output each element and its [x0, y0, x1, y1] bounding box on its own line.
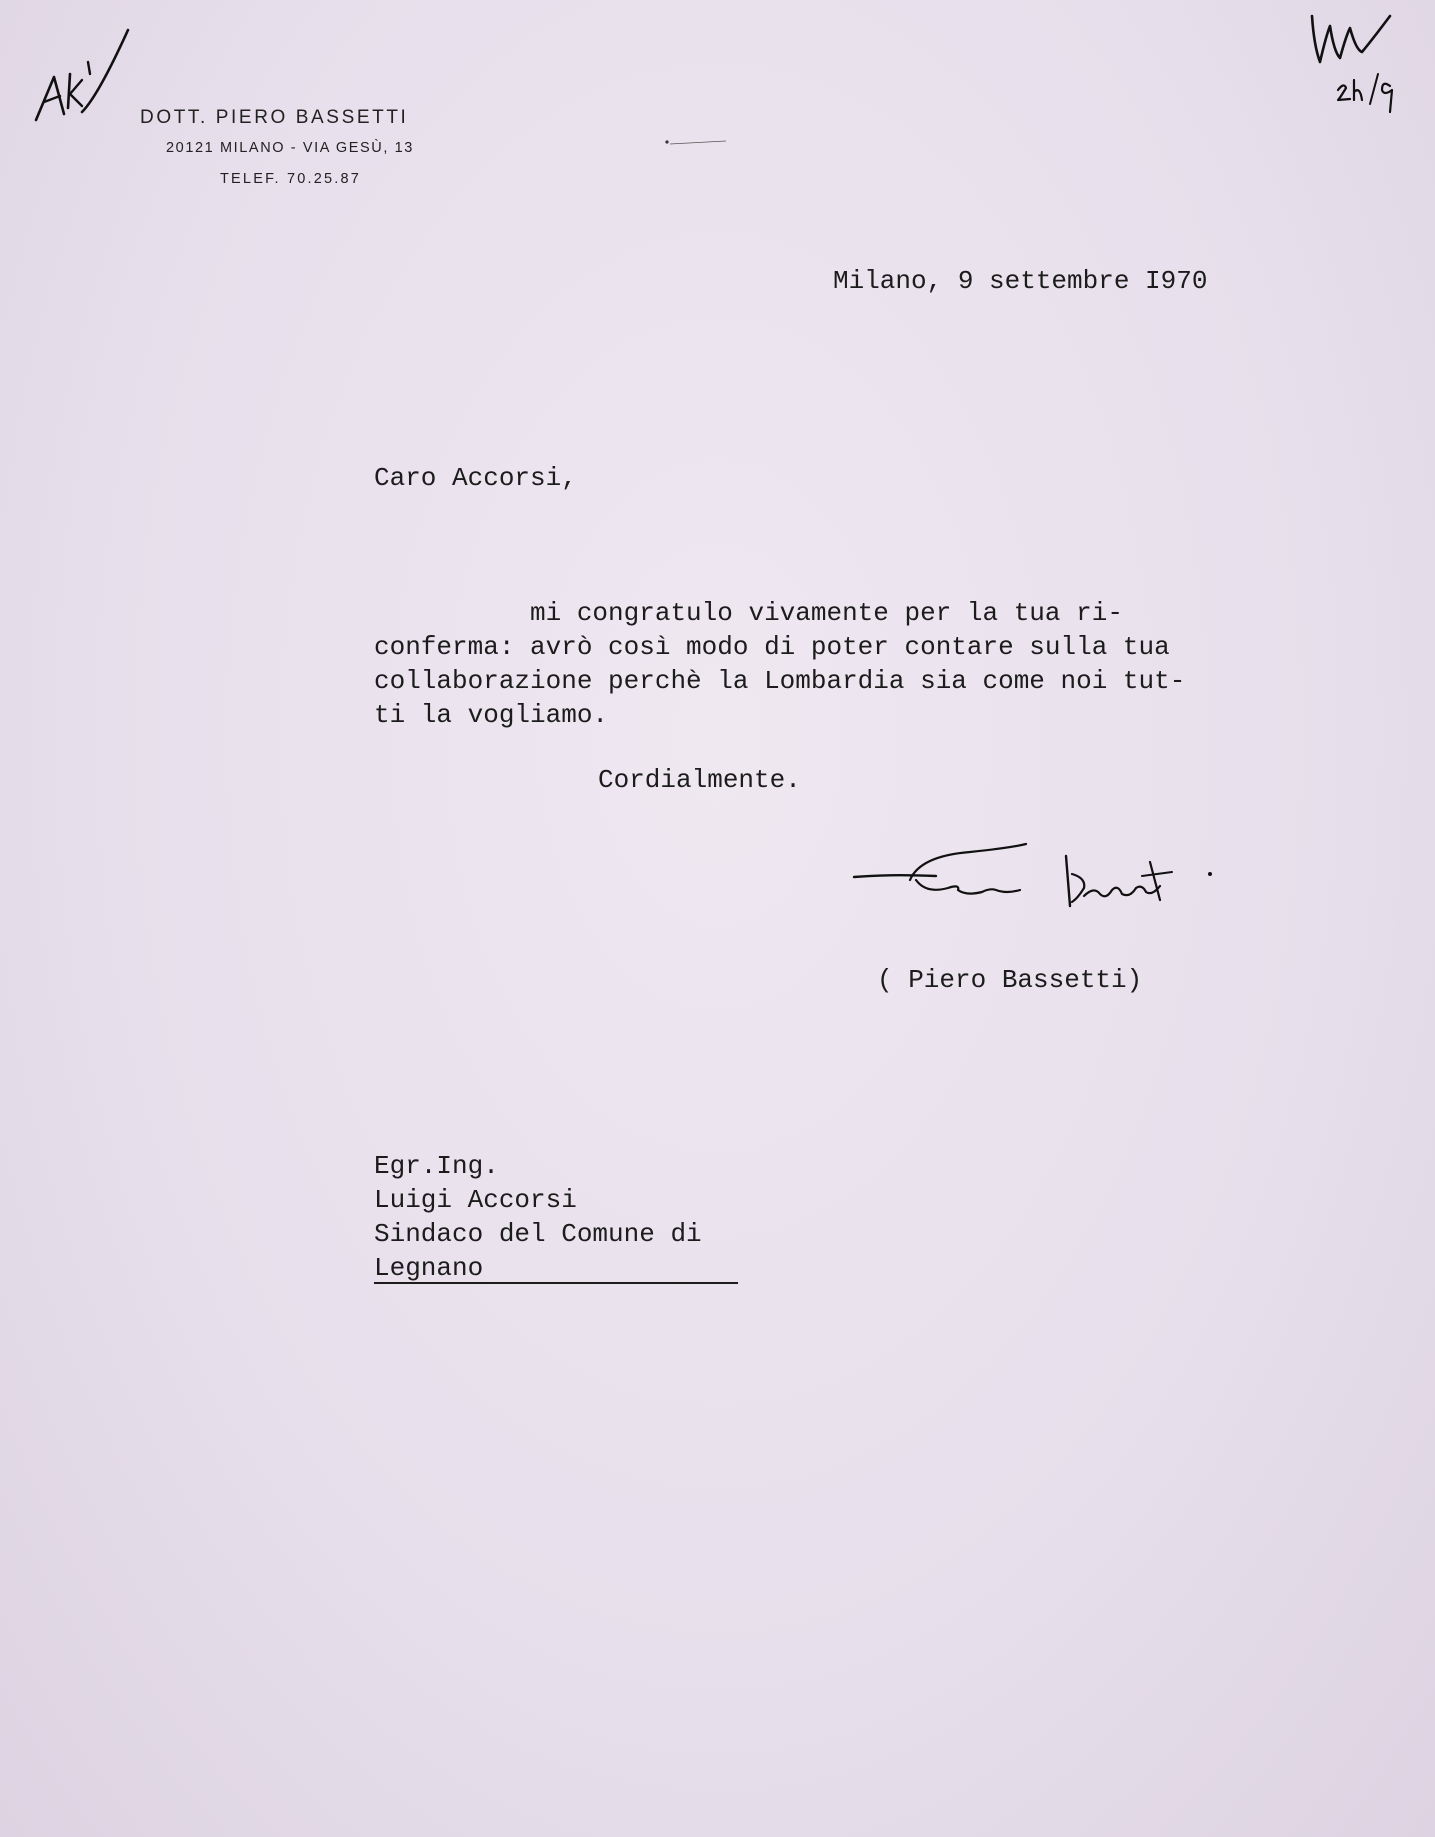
letterhead-name: DOTT. PIERO BASSETTI [140, 107, 409, 128]
body-line: mi congratulo vivamente per la tua ri- [374, 598, 1123, 628]
addressee-line: Luigi Accorsi [374, 1185, 577, 1215]
typed-signature: ( Piero Bassetti) [877, 965, 1143, 995]
handwritten-note-top-left [24, 22, 134, 132]
letterhead-phone: TELEF. 70.25.87 [220, 171, 362, 187]
body-line: ti la vogliamo. [374, 700, 609, 730]
body-line: collaborazione perchè la Lombardia sia come noi tut- [374, 666, 1186, 696]
salutation: Caro Accorsi, [374, 463, 577, 493]
addressee-block [374, 1149, 702, 1285]
addressee-underline [374, 1282, 738, 1284]
addressee-line: Sindaco del Comune di [374, 1219, 702, 1249]
handwritten-initials-top-right [1306, 6, 1406, 116]
letter-date: Milano, 9 settembre I970 [833, 266, 1208, 296]
handwritten-signature [850, 836, 1220, 916]
stray-mark [664, 138, 730, 146]
addressee-line: Legnano [374, 1253, 484, 1283]
letter-body [374, 596, 1185, 732]
addressee-line: Egr.Ing. [374, 1151, 499, 1181]
body-line: conferma: avrò così modo di poter contare sulla tua [374, 632, 1170, 662]
closing: Cordialmente. [598, 765, 801, 795]
letterhead-address: 20121 MILANO - VIA GESÙ, 13 [166, 140, 414, 156]
